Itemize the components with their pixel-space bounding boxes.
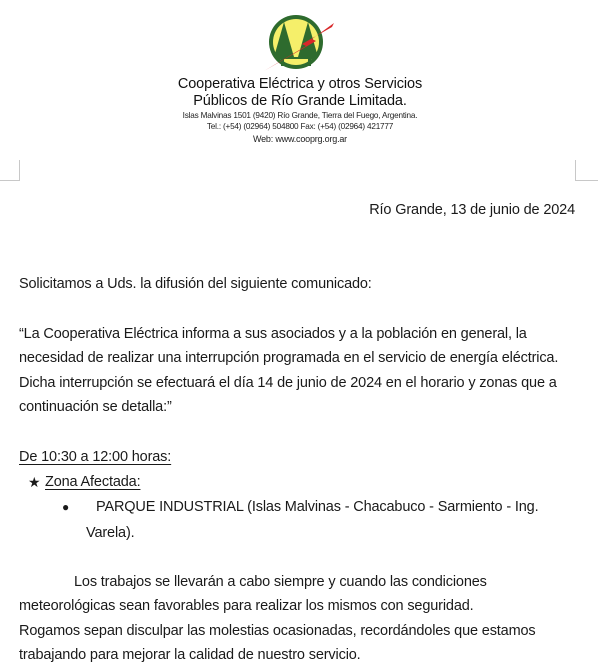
margin-corner-mark-left <box>0 160 20 181</box>
schedule-time-heading: De 10:30 a 12:00 horas: <box>19 449 172 465</box>
letter-date: Río Grande, 13 de junio de 2024 <box>369 202 575 218</box>
org-name-line2: Públicos de Río Grande Limitada. <box>193 93 407 109</box>
quote-line: “La Cooperativa Eléctrica informa a sus asociados y a la población en general, la <box>19 326 527 342</box>
star-icon: ★ <box>28 474 41 490</box>
closing-line: Rogamos sepan disculpar las molestias ocasionadas, recordándoles que estamos <box>19 623 536 639</box>
closing-line: trabajando para mejorar la calidad de nuestro servicio. <box>19 647 361 663</box>
closing-line: Los trabajos se llevarán a cabo siempre y cuando las condiciones <box>74 574 487 590</box>
cooperativa-logo <box>262 13 336 71</box>
org-address: Islas Malvinas 1501 (9420) Río Grande, Tierra del Fuego, Argentina. <box>182 111 418 120</box>
closing-line: meteorológicas sean favorables para realizar los mismos con seguridad. <box>19 598 474 614</box>
logo-base <box>276 57 316 59</box>
bullet-icon: ● <box>62 500 70 514</box>
affected-zone-line1: PARQUE INDUSTRIAL (Islas Malvinas - Chacabuco - Sarmiento - Ing. <box>96 499 539 515</box>
affected-zone-line2: Varela). <box>86 525 135 541</box>
quote-line: necesidad de realizar una interrupción programada en el servicio de energía eléctrica. <box>19 350 559 366</box>
org-name-line1: Cooperativa Eléctrica y otros Servicios <box>177 76 423 92</box>
org-web: Web: www.cooprg.org.ar <box>253 134 347 144</box>
intro-paragraph: Solicitamos a Uds. la difusión del siguiente comunicado: <box>19 276 372 292</box>
org-phone: Tel.: (+54) (02964) 504800 Fax: (+54) (02964) 421777 <box>206 122 394 131</box>
zone-label: Zona Afectada: <box>45 474 141 490</box>
quote-line: Dicha interrupción se efectuará el día 14 de junio de 2024 en el horario y zonas que a <box>19 375 557 391</box>
margin-corner-mark-right <box>575 160 598 181</box>
quote-line: continuación se detalla:” <box>19 399 172 415</box>
